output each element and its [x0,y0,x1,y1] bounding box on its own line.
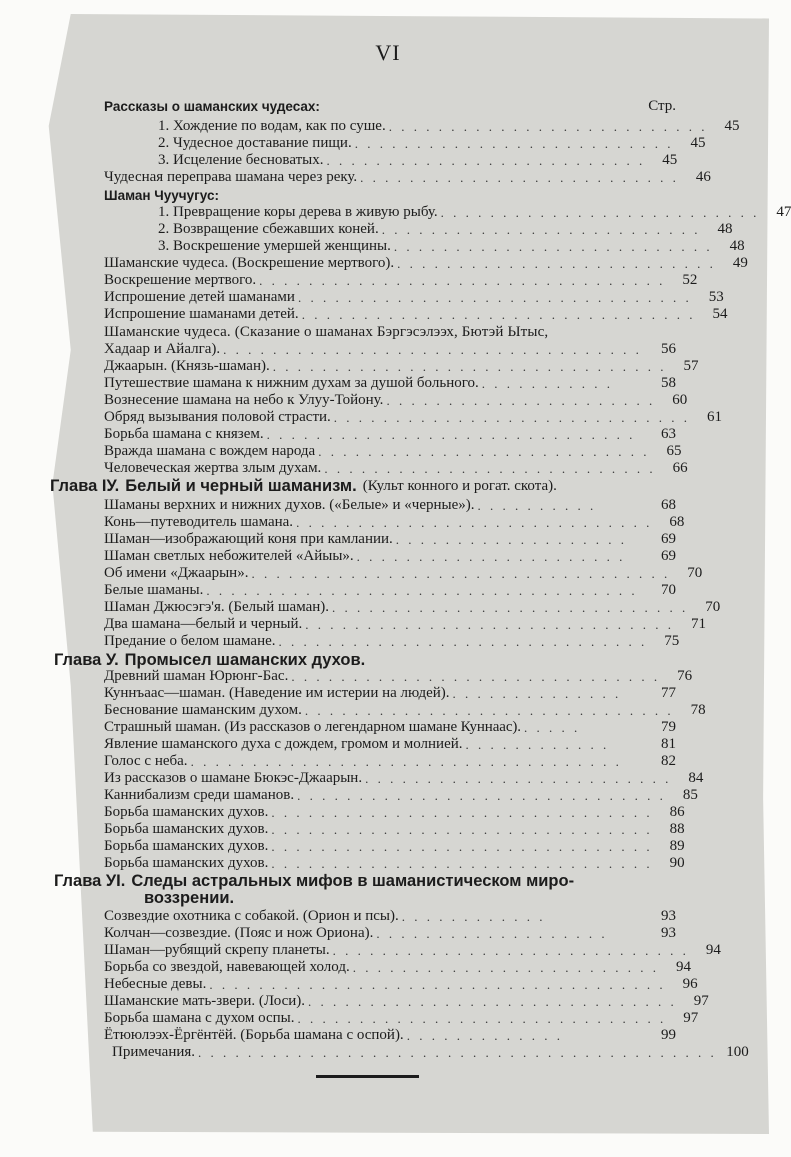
entry-page: 93 [661,925,676,941]
toc-entry[interactable]: Древний шаман Юрюнг-Бас. . . . . . . . . . . . . . . . . . . . . . . . . . . . . . . 76 [104,668,693,684]
entry-page: 77 [661,685,676,701]
entry-page: 49 [732,255,748,271]
entry-title: Борьба шаманских духов. [104,821,269,837]
chapter-label: Глава IУ. [50,477,120,495]
entry-page: 89 [669,838,685,854]
chapter-heading[interactable] [50,478,690,495]
toc-entry[interactable]: 3. Исцеление бесноватых. . . . . . . . . . . . . . . . . . . . . . . . . . . 45 [158,152,678,168]
entry-title: 1. Хождение по водам, как по суше. [158,118,386,134]
entry-page: 48 [729,238,745,254]
entry-page: 79 [661,719,676,735]
section-label: Шаман Чуучугус: [104,188,219,203]
entry-page: 76 [677,668,693,684]
entry-page: 63 [661,426,676,442]
entry-page: 45 [662,152,678,168]
toc-entry[interactable]: Куннъаас—шаман. (Наведение им истерии на людей). . . . . . . . . . . . . . . 77 [104,685,676,701]
entry-page: 94 [705,942,721,958]
entry-title: Шаман—рубящий скрепу планеты. [104,942,330,958]
toc-entry[interactable]: Борьба со звездой, навевающей холод. . . . . . . . . . . . . . . . . . . . . . . . . . 94 [104,959,691,975]
toc-entry[interactable]: Борьба шаманских духов. . . . . . . . . . . . . . . . . . . . . . . . . . . . . . . . 88 [104,821,685,837]
entry-page: 68 [661,497,676,513]
toc-entry[interactable]: Испрошение шаманами детей. . . . . . . . . . . . . . . . . . . . . . . . . . . . . . . . . 54 [104,306,728,322]
entry-title: Обряд вызывания половой страсти. [104,409,331,425]
entry-title: Древний шаман Юрюнг-Бас. [104,668,289,684]
entry-title: Хадаар и Айалга). [104,341,221,357]
toc-entry[interactable]: Страшный шаман. (Из рассказов о легендарном шамане Куннаас). . . . . . 79 [104,719,676,735]
entry-title: Испрошение шаманами детей. [104,306,299,322]
entry-page: 54 [712,306,728,322]
entry-page: 78 [690,702,706,718]
entry-page: 60 [672,392,688,408]
toc-entry[interactable]: 3. Воскрешение умершей женщины. . . . . . . . . . . . . . . . . . . . . . . . . . . 48 [158,238,745,254]
entry-title: Примечания. [112,1044,196,1060]
toc-entry[interactable]: Из рассказов о шамане Бюкэс-Джаарын. . . . . . . . . . . . . . . . . . . . . . . . . . 84 [104,770,704,786]
toc-entry[interactable]: Борьба шаманских духов. . . . . . . . . . . . . . . . . . . . . . . . . . . . . . . . 89 [104,838,685,854]
toc-entry[interactable]: Шаманские мать-звери. (Лоси). . . . . . . . . . . . . . . . . . . . . . . . . . . . . . . 97 [104,993,709,1009]
chapter-title: Промысел шаманских духов. [124,651,366,669]
toc-entry[interactable]: Человеческая жертва злым духам. . . . . . . . . . . . . . . . . . . . . . . . . . . . 66 [104,460,688,476]
toc-entry[interactable]: Примечания. . . . . . . . . . . . . . . . . . . . . . . . . . . . . . . . . . . . . . . . . . . 100 [112,1044,749,1060]
toc-entry[interactable]: Борьба шаманских духов. . . . . . . . . . . . . . . . . . . . . . . . . . . . . . . . 90 [104,855,685,871]
toc-entry[interactable]: 1. Хождение по водам, как по суше. . . . . . . . . . . . . . . . . . . . . . . . . . . 45 [158,118,740,134]
toc-entry[interactable]: Вознесение шамана на небо к Улуу-Тойону. . . . . . . . . . . . . . . . . . . . . . . 60 [104,392,688,408]
entry-title: Путешествие шамана к нижним духам за душой больного. [104,375,479,391]
entry-title: Испрошение детей шаманами [104,289,295,305]
chapter-label: Глава У. [54,651,119,669]
entry-page: 88 [669,821,685,837]
toc-entry[interactable]: Воскрешение мертвого. . . . . . . . . . . . . . . . . . . . . . . . . . . . . . . . . . 52 [104,272,698,288]
toc-section-header [104,98,676,115]
toc-entry[interactable]: Два шамана—белый и черный. . . . . . . . . . . . . . . . . . . . . . . . . . . . . . . 71 [104,616,707,632]
entry-title: 1. Превращение коры дерева в живую рыбу. [158,204,438,220]
entry-title: Борьба шаманских духов. [104,804,269,820]
entry-page: 97 [683,1010,699,1026]
entry-page: 69 [661,548,676,564]
chapter-title: Белый и черный шаманизм. [125,477,357,495]
entry-page: 86 [669,804,685,820]
entry-page: 99 [661,1027,676,1043]
toc-entry[interactable]: Борьба шамана с князем. . . . . . . . . . . . . . . . . . . . . . . . . . . . . . . 63 [104,426,676,442]
entry-page: 70 [705,599,721,615]
entry-title: Ётююлээх-Ёргёнтёй. (Борьба шамана с оспой). [104,1027,404,1043]
entry-page: 45 [690,135,706,151]
entry-title: Шаманские чудеса. (Сказание о шаманах Бэргэсэлээх, Бютэй Ытыс, [104,324,549,340]
toc-entry[interactable]: Небесные девы. . . . . . . . . . . . . . . . . . . . . . . . . . . . . . . . . . . . . . 96 [104,976,698,992]
entry-title: Куннъаас—шаман. (Наведение им истерии на людей). [104,685,450,701]
toc-section-header [104,187,676,204]
entry-title: Голос с неба. [104,753,188,769]
entry-title: Джаарын. (Князь-шаман). [104,358,270,374]
entry-page: 90 [669,855,685,871]
entry-page: 61 [707,409,723,425]
entry-page: 75 [664,633,680,649]
toc-entry[interactable] [104,324,676,341]
entry-title: Каннибализм среди шаманов. [104,787,295,803]
toc-entry[interactable]: Шаманские чудеса. (Воскрешение мертвого). . . . . . . . . . . . . . . . . . . . . . . . . . . 49 [104,255,748,271]
entry-page: 69 [661,531,676,547]
entry-title: Предание о белом шамане. [104,633,276,649]
toc-entry[interactable]: Беснование шаманским духом. . . . . . . . . . . . . . . . . . . . . . . . . . . . . . . 78 [104,702,706,718]
toc-entry[interactable]: Обряд вызывания половой страсти. . . . . . . . . . . . . . . . . . . . . . . . . . . . . . 61 [104,409,723,425]
toc-entry[interactable]: Испрошение детей шаманами . . . . . . . . . . . . . . . . . . . . . . . . . . . . . . . . 53 [104,289,724,305]
entry-title: 2. Чудесное доставание пищи. [158,135,352,151]
entry-page: 56 [661,341,676,357]
entry-title: Конь—путеводитель шамана. [104,514,294,530]
entry-title: Борьба со звездой, навевающей холод. [104,959,350,975]
toc-entry[interactable]: Голос с неба. . . . . . . . . . . . . . . . . . . . . . . . . . . . . . . . . . . . 82 [104,753,676,769]
toc-entry[interactable]: 2. Чудесное доставание пищи. . . . . . . . . . . . . . . . . . . . . . . . . . . 45 [158,135,706,151]
chapter-heading[interactable] [54,873,654,890]
entry-page: 47 [776,204,791,220]
toc-entry[interactable]: Борьба шамана с духом оспы. . . . . . . . . . . . . . . . . . . . . . . . . . . . . . . 97 [104,1010,699,1026]
entry-page: 85 [682,787,698,803]
entry-page: 70 [661,582,676,598]
entry-page: 68 [669,514,685,530]
entry-page: 81 [661,736,676,752]
chapter-subtitle: (Культ конного и рогат. скота). [362,478,557,494]
chapter-heading-continuation [144,890,444,907]
toc-entry[interactable]: 1. Превращение коры дерева в живую рыбу. . . . . . . . . . . . . . . . . . . . . . . . . . . 47 [158,204,791,220]
entry-title: 3. Воскрешение умершей женщины. [158,238,391,254]
entry-page: 96 [682,976,698,992]
entry-title: Страшный шаман. (Из рассказов о легендарном шамане Куннаас). [104,719,521,735]
entry-title: Воскрешение мертвого. [104,272,257,288]
entry-page: 71 [691,616,707,632]
toc-entry[interactable]: Об имени «Джаарын». . . . . . . . . . . . . . . . . . . . . . . . . . . . . . . . . . . 70 [104,565,703,581]
page-column-label: Стр. [648,98,676,114]
entry-page: 48 [717,221,733,237]
entry-title: Борьба шамана с духом оспы. [104,1010,295,1026]
entry-page: 58 [661,375,676,391]
toc-entry[interactable]: Шаман Джюсэгэ'я. (Белый шаман). . . . . . . . . . . . . . . . . . . . . . . . . . . . . . 70 [104,599,721,615]
entry-title: Шаманские мать-звери. (Лоси). [104,993,305,1009]
toc-entry[interactable]: Каннибализм среди шаманов. . . . . . . . . . . . . . . . . . . . . . . . . . . . . . . 85 [104,787,698,803]
entry-title: Чудесная переправа шамана через реку. [104,169,358,185]
entry-title: Борьба шаманских духов. [104,838,269,854]
toc-entry[interactable]: Хадаар и Айалга). . . . . . . . . . . . . . . . . . . . . . . . . . . . . . . . . . . 56 [104,341,676,357]
toc-entry[interactable]: 2. Возвращение сбежавших коней. . . . . . . . . . . . . . . . . . . . . . . . . . . 48 [158,221,733,237]
entry-page: 66 [672,460,688,476]
section-label: Рассказы о шаманских чудесах: [104,99,320,114]
toc-entry[interactable]: Ётююлээх-Ёргёнтёй. (Борьба шамана с оспой). . . . . . . . . . . . . . 99 [104,1027,676,1043]
entry-title: Об имени «Джаарын». [104,565,249,581]
toc-entry[interactable]: Шаманы верхних и нижних духов. («Белые» и «черные»). . . . . . . . . . . 68 [104,497,676,513]
entry-title: Борьба шамана с князем. [104,426,264,442]
toc-entry[interactable]: Конь—путеводитель шамана. . . . . . . . . . . . . . . . . . . . . . . . . . . . . . 68 [104,514,685,530]
toc-entry[interactable]: Предание о белом шамане. . . . . . . . . . . . . . . . . . . . . . . . . . . . . . . 75 [104,633,680,649]
entry-title: Белые шаманы. [104,582,204,598]
entry-title: Вознесение шамана на небо к Улуу-Тойону. [104,392,384,408]
entry-title: Шаманы верхних и нижних духов. («Белые» и «черные»). [104,497,475,513]
entry-page: 93 [661,908,676,924]
toc-entry[interactable]: Явление шаманского духа с дождем, громом и молнией. . . . . . . . . . . . . 81 [104,736,676,752]
toc-entry[interactable]: Шаман светлых небожителей «Айыы». . . . . . . . . . . . . . . . . . . . . . . 69 [104,548,676,564]
entry-page: 65 [666,443,682,459]
entry-page: 52 [682,272,698,288]
entry-page: 46 [695,169,711,185]
entry-page: 45 [724,118,740,134]
closing-rule [316,1075,419,1078]
entry-title: 3. Исцеление бесноватых. [158,152,324,168]
toc-entry[interactable]: Вражда шамана с вождем народа . . . . . . . . . . . . . . . . . . . . . . . . . . . 65 [104,443,682,459]
chapter-title: Следы астральных мифов в шаманистическом миро- [131,872,575,890]
entry-page: 82 [661,753,676,769]
entry-page: 94 [675,959,691,975]
entry-title: Человеческая жертва злым духам. [104,460,322,476]
toc-entry[interactable]: Джаарын. (Князь-шаман). . . . . . . . . . . . . . . . . . . . . . . . . . . . . . . . . 57 [104,358,699,374]
entry-title: Шаман светлых небожителей «Айыы». [104,548,354,564]
chapter-label: Глава УІ. [54,872,126,890]
toc-entry[interactable]: Белые шаманы. . . . . . . . . . . . . . . . . . . . . . . . . . . . . . . . . . . . 70 [104,582,676,598]
entry-title: Беснование шаманским духом. [104,702,302,718]
toc-entry[interactable]: Путешествие шамана к нижним духам за душой больного. . . . . . . . . . . . 58 [104,375,676,391]
entry-title: Вражда шамана с вождем народа [104,443,316,459]
toc-entry[interactable]: Шаман—рубящий скрепу планеты. . . . . . . . . . . . . . . . . . . . . . . . . . . . . . 94 [104,942,721,958]
chapter-title-cont: воззрении. [144,889,235,907]
toc-entry[interactable]: Борьба шаманских духов. . . . . . . . . . . . . . . . . . . . . . . . . . . . . . . . 86 [104,804,685,820]
entry-page: 100 [726,1044,749,1060]
entry-title: Шаман—изображающий коня при камлании. [104,531,393,547]
entry-page: 84 [688,770,704,786]
toc-entry[interactable]: Созвездие охотника с собакой. (Орион и псы). . . . . . . . . . . . . 93 [104,908,676,924]
entry-title: Созвездие охотника с собакой. (Орион и псы). [104,908,399,924]
entry-page: 70 [687,565,703,581]
entry-title: Из рассказов о шамане Бюкэс-Джаарын. [104,770,363,786]
entry-title: Два шамана—белый и черный. [104,616,303,632]
entry-title: Шаманские чудеса. (Воскрешение мертвого). [104,255,395,271]
entry-title: Борьба шаманских духов. [104,855,269,871]
toc-entry[interactable]: Чудесная переправа шамана через реку. . . . . . . . . . . . . . . . . . . . . . . . . . . 46 [104,169,711,185]
entry-page: 97 [693,993,709,1009]
entry-title: 2. Возвращение сбежавших коней. [158,221,379,237]
entry-page: 53 [708,289,724,305]
chapter-heading[interactable] [54,652,674,669]
entry-title: Явление шаманского духа с дождем, громом и молнией. [104,736,463,752]
toc-entry[interactable]: Колчан—созвездие. (Пояс и нож Ориона). . . . . . . . . . . . . . . . . . . . 93 [104,925,676,941]
toc-entry[interactable]: Шаман—изображающий коня при камлании. . . . . . . . . . . . . . . . . . . . 69 [104,531,676,547]
entry-title: Колчан—созвездие. (Пояс и нож Ориона). [104,925,374,941]
entry-title: Шаман Джюсэгэ'я. (Белый шаман). [104,599,330,615]
entry-page: 57 [683,358,699,374]
entry-title: Небесные девы. [104,976,207,992]
page-number: VI [375,40,401,65]
